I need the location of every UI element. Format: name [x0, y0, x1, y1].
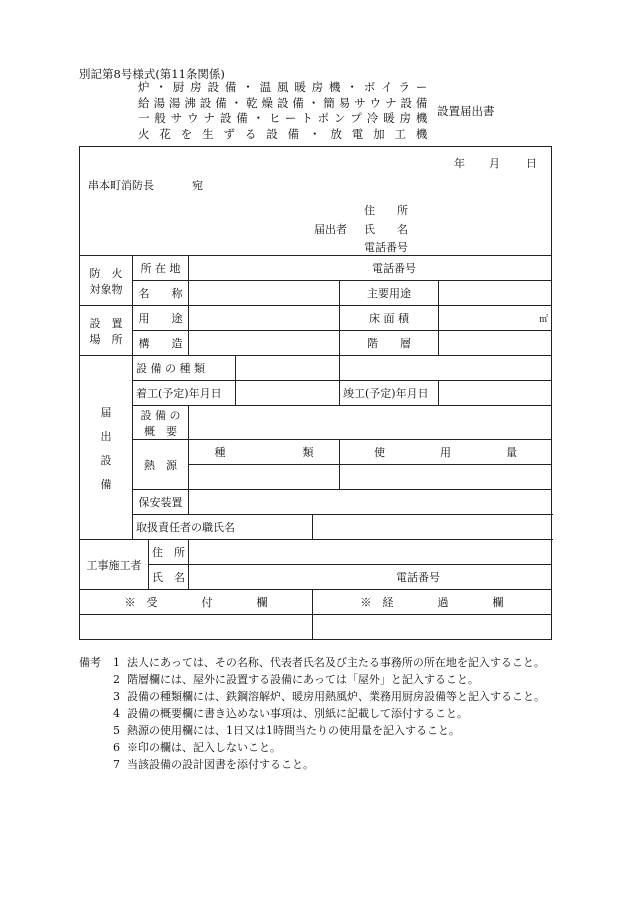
structure-label: 構 造	[133, 331, 189, 356]
heat-type-header: 種 類	[189, 440, 340, 465]
contractor-label: 工事施工者	[80, 540, 149, 590]
note-item: 2 階層欄には、屋外に設置する設備にあっては「屋外」と記入すること。	[113, 673, 479, 686]
title-line: 火花を生ずる設備・放電加工機	[138, 126, 428, 141]
progress-value[interactable]	[313, 615, 552, 640]
form-title-block	[138, 80, 428, 142]
location-phone-label: 電話番号	[189, 256, 552, 281]
note-item: 3 設備の種類欄には、鉄鋼溶解炉、暖房用熱風炉、業務用厨房設備等と記入すること。	[113, 690, 545, 703]
note-item: 5 熱源の使用欄には、1日又は1時間当たりの使用量を記入すること。	[113, 724, 460, 737]
reception-header: ※ 受 付 欄	[80, 590, 313, 615]
square-meter-unit: ㎡	[539, 314, 549, 325]
summary-label: 設 備 の 概 要	[133, 406, 189, 440]
form-number-label: 別記第8号様式(第11条関係)	[79, 67, 225, 81]
header-cell	[80, 147, 552, 256]
floor-level-label: 階 層	[340, 331, 439, 356]
use-value[interactable]	[189, 306, 340, 331]
contractor-phone-label: 電話番号	[189, 565, 552, 590]
name-field-label: 名 称	[133, 281, 189, 306]
equipment-kind-label: 設 備 の 種 類	[133, 356, 236, 381]
summary-value[interactable]	[189, 406, 552, 440]
applicant-label: 届出者	[314, 223, 347, 236]
install-place-label: 設 置 場 所	[80, 306, 133, 356]
heat-usage-header: 使 用 量	[340, 440, 552, 465]
note-item: 7 当該設備の設計図書を添付すること。	[113, 758, 314, 771]
contractor-address-label: 住 所	[149, 540, 189, 565]
note-item: 備考 1 法人にあっては、その名称、代表者氏名及び主たる事務所の所在地を記入すること。	[79, 656, 545, 669]
safety-device-label: 保安装置	[133, 490, 189, 515]
date-month-label: 月	[489, 157, 500, 170]
heat-type-value[interactable]	[189, 465, 340, 490]
floor-level-value[interactable]	[439, 331, 552, 356]
date-day-label: 日	[526, 157, 537, 170]
name-value[interactable]	[189, 281, 340, 306]
heat-usage-value[interactable]	[340, 465, 552, 490]
manager-value[interactable]	[313, 515, 552, 540]
use-label: 用 途	[133, 306, 189, 331]
title-line: 給湯湯沸設備・乾燥設備・簡易サウナ設備	[138, 95, 428, 110]
fire-target-label: 防 火 対象物	[80, 256, 133, 306]
contractor-name-label: 氏 名	[149, 565, 189, 590]
equipment-kind-extra[interactable]	[340, 356, 552, 381]
reception-value[interactable]	[80, 615, 313, 640]
addressee: 串本町消防長	[88, 179, 154, 192]
finish-date-value[interactable]	[439, 381, 552, 406]
progress-header: ※ 経 過 欄	[313, 590, 552, 615]
contractor-address-value[interactable]	[189, 540, 552, 565]
title-line: 一般サウナ設備・ヒートポンプ冷暖房機	[138, 111, 428, 125]
form-title-suffix: 設置届出書	[437, 104, 495, 118]
location-label: 所 在 地	[133, 256, 189, 281]
floor-area-label: 床 面 積	[340, 306, 439, 331]
note-item: 4 設備の概要欄に書き込めない事項は、別紙に記載して添付すること。	[113, 707, 468, 720]
manager-label: 取扱責任者の職氏名	[133, 515, 313, 540]
notes-section	[79, 654, 551, 773]
floor-area-value[interactable]	[439, 306, 552, 331]
start-date-value[interactable]	[236, 381, 340, 406]
notification-form-table	[79, 146, 552, 640]
main-use-value[interactable]	[439, 281, 552, 306]
address-label: 住 所	[364, 204, 408, 217]
equipment-label: 届 出 設 備	[80, 356, 133, 540]
safety-device-value[interactable]	[189, 490, 552, 515]
title-line: 炉・厨房設備・温風暖房機・ボイラー	[138, 80, 428, 94]
addressee-suffix: 宛	[192, 179, 203, 192]
name-label: 氏 名	[364, 223, 408, 236]
main-use-label: 主要用途	[340, 281, 439, 306]
heat-source-label: 熱 源	[133, 440, 189, 490]
structure-value[interactable]	[189, 331, 340, 356]
finish-date-label: 竣工(予定)年月日	[340, 381, 439, 406]
equipment-kind-value[interactable]	[236, 356, 340, 381]
note-item: 6 ※印の欄は、記入しないこと。	[113, 741, 281, 754]
notes-label: 備考	[79, 656, 101, 669]
start-date-label: 着工(予定)年月日	[133, 381, 236, 406]
phone-label: 電話番号	[364, 241, 408, 254]
date-year-label: 年	[454, 157, 465, 170]
